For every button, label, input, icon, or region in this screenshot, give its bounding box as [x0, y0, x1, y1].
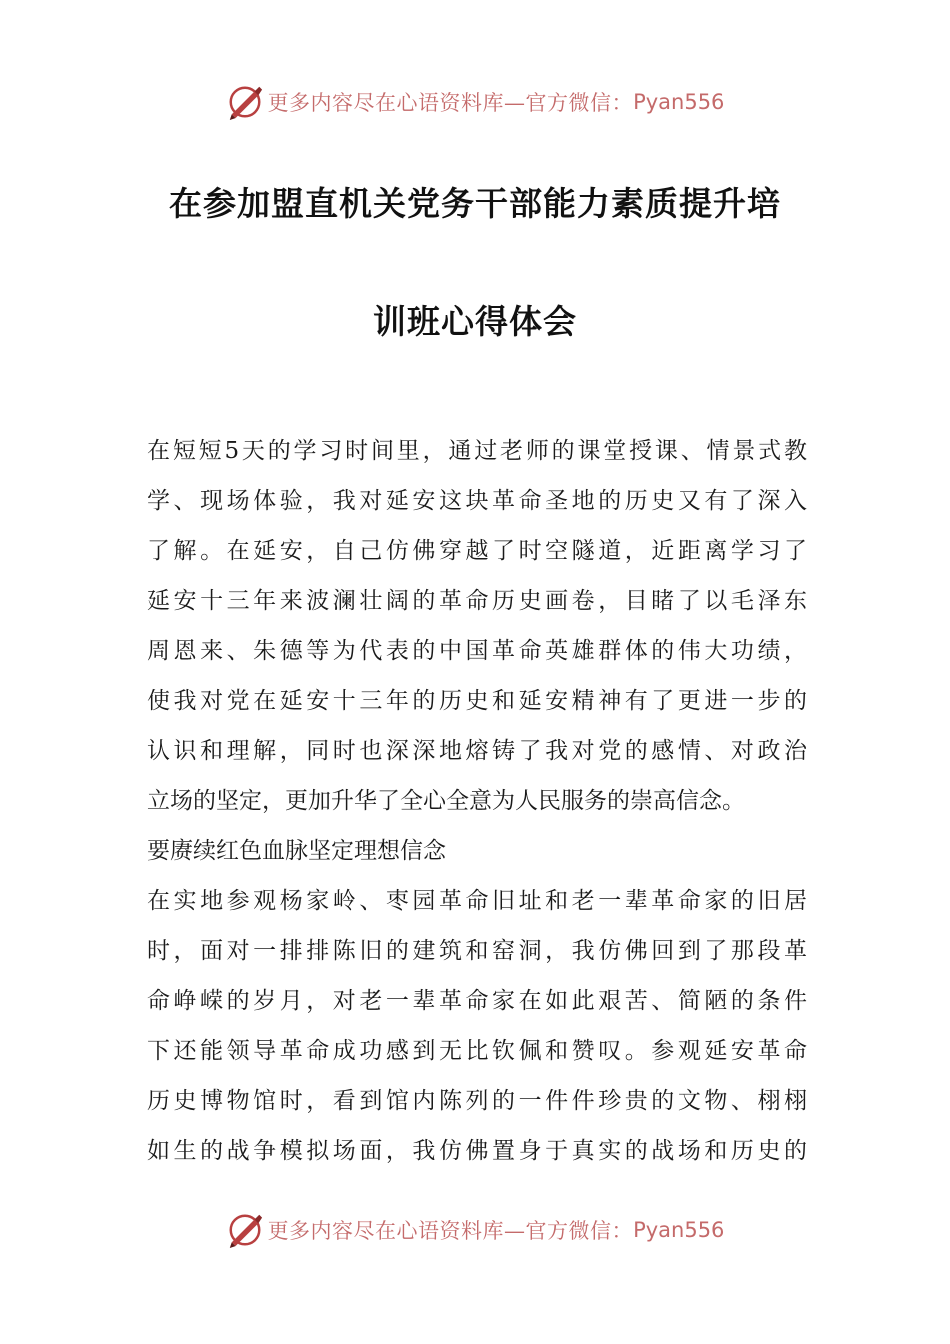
- section-heading: 要赓续红色血脉坚定理想信念: [147, 838, 446, 864]
- document-title-line-1: 在参加盟直机关党务干部能力素质提升培: [169, 184, 781, 223]
- body-line: 周恩来、朱德等为代表的中国革命英雄群体的伟大功绩，: [147, 638, 807, 664]
- body-line: 立场的坚定，更加升华了全心全意为人民服务的崇高信念。: [147, 788, 745, 814]
- banner-text: 更多内容尽在心语资料库—官方微信：: [267, 91, 634, 115]
- body-line: 在实地参观杨家岭、枣园革命旧址和老一辈革命家的旧居: [147, 888, 807, 914]
- body-line: 认识和理解，同时也深深地熔铸了我对党的感情、对政治: [147, 738, 807, 764]
- document-body: [147, 426, 807, 1176]
- document-title-line-2: 训班心得体会: [373, 302, 577, 341]
- body-line: 历史博物馆时，看到馆内陈列的一件件珍贵的文物、栩栩: [147, 1088, 807, 1114]
- body-line: 在短短5天的学习时间里，通过老师的课堂授课、情景式教: [147, 438, 807, 464]
- footer-banner: [0, 1210, 950, 1250]
- body-line: 下还能领导革命成功感到无比钦佩和赞叹。参观延安革命: [147, 1038, 807, 1064]
- body-line: 学、现场体验，我对延安这块革命圣地的历史又有了深入: [147, 488, 807, 514]
- header-banner: [0, 82, 950, 122]
- body-line: 时，面对一排排陈旧的建筑和窑洞，我仿佛回到了那段革: [147, 938, 807, 964]
- banner-text: 更多内容尽在心语资料库—官方微信：: [267, 1219, 634, 1243]
- pen-logo-icon: [226, 1211, 264, 1249]
- body-line: 命峥嵘的岁月，对老一辈革命家在如此艰苦、简陋的条件: [147, 988, 807, 1014]
- body-line: 延安十三年来波澜壮阔的革命历史画卷，目睹了以毛泽东: [147, 588, 807, 614]
- pen-logo-icon: [226, 83, 264, 121]
- body-line: 如生的战争模拟场面，我仿佛置身于真实的战场和历史的: [147, 1138, 807, 1164]
- body-line: 了解。在延安，自己仿佛穿越了时空隧道，近距离学习了: [147, 538, 807, 564]
- body-line: 使我对党在延安十三年的历史和延安精神有了更进一步的: [147, 688, 807, 714]
- banner-wechat-id: Pyan556: [633, 90, 725, 114]
- banner-wechat-id: Pyan556: [633, 1218, 725, 1242]
